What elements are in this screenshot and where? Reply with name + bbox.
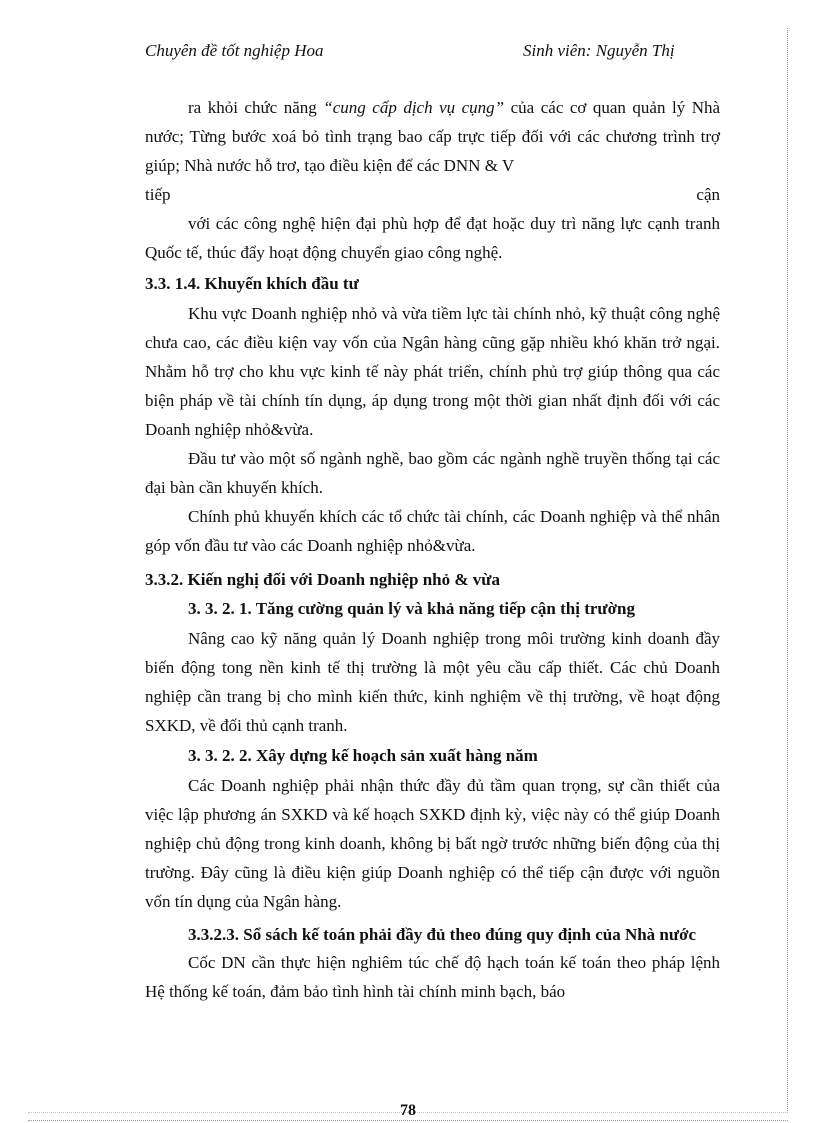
paragraph-6: Nâng cao kỹ năng quản lý Doanh nghiệp trong môi trường kinh doanh đầy biến động tong nền kinh tế thị trường là một yêu cầu cấp thiết. Các chủ Doanh nghiệp cần trang bị cho mình kiến thức, kinh nghiệm về thị trường, về hoạt động SXKD, về đối thủ cạnh tranh.	[145, 629, 720, 735]
paragraph-1-spread-line	[145, 180, 720, 209]
paragraph-3: Khu vực Doanh nghiệp nhỏ và vừa tiềm lực tài chính nhỏ, kỹ thuật công nghệ chưa cao, các điều kiện vay vốn của Ngân hàng cũng gặp nhiều khó khăn trở ngại. Nhằm hỗ trợ cho khu vực kinh tế này phát triển, chính phủ trợ giúp thông qua các biện pháp về tài chính tín dụng, áp dụng trong một thời gian nhất định đối với các Doanh nghiệp nhỏ&vừa.	[145, 304, 720, 439]
section-heading-3-3-2-1: 3. 3. 2. 1. Tăng cường quản lý và khả năng tiếp cận thị trường	[188, 599, 636, 618]
paragraph-8: Cốc DN cần thực hiện nghiêm túc chế độ hạch toán kế toán theo pháp lệnh Hệ thống kế toán, đảm bảo tình hình tài chính minh bạch, báo	[145, 953, 720, 1001]
paragraph-2: với các công nghệ hiện đại phù hợp để đạt hoặc duy trì năng lực cạnh tranh Quốc tế, thúc đẩy hoạt động chuyển giao công nghệ.	[145, 214, 720, 262]
page-number: 78	[400, 1102, 416, 1119]
document-body	[145, 93, 720, 1006]
paragraph-1-text-a: ra khỏi chức năng	[188, 98, 324, 117]
paragraph-1	[145, 93, 720, 180]
header-right: Sinh viên: Nguyễn Thị	[523, 41, 675, 60]
page-header	[145, 40, 705, 84]
section-heading-3-3-1-4: 3.3. 1.4. Khuyến khích đầu tư	[145, 274, 359, 293]
section-heading-3-3-2-3: 3.3.2.3. Sổ sách kế toán phải đầy đủ theo đúng quy định của Nhà nước	[188, 925, 697, 944]
paragraph-4: Đầu tư vào một số ngành nghề, bao gồm các ngành nghề truyền thống tại các đại bàn cần khuyến khích.	[145, 449, 720, 497]
paragraph-5: Chính phủ khuyến khích các tổ chức tài chính, các Doanh nghiệp và thể nhân góp vốn đầu tư vào các Doanh nghiệp nhỏ&vừa.	[145, 507, 720, 555]
paragraph-1-word-left: tiếp	[145, 185, 171, 204]
section-heading-3-3-2-2: 3. 3. 2. 2. Xây dựng kế hoạch sản xuất hàng năm	[188, 746, 538, 765]
paragraph-7: Các Doanh nghiệp phải nhận thức đầy đủ tầm quan trọng, sự cần thiết của việc lập phương án SXKD và kế hoạch SXKD định kỳ, việc này có thể giúp Doanh nghiệp chủ động trong kinh doanh, không bị bất ngờ trước những biến động của thị trường. Đây cũng là điều kiện giúp Doanh nghiệp có thể tiếp cận được với nguồn vốn tín dụng của Ngân hàng.	[145, 776, 720, 911]
paragraph-1-word-right: cận	[696, 185, 720, 204]
section-heading-3-3-2: 3.3.2. Kiến nghị đối với Doanh nghiệp nhỏ & vừa	[145, 570, 500, 589]
paragraph-1-quote: “cung cấp dịch vụ cụng”	[323, 98, 505, 117]
header-left: Chuyên đề tốt nghiệp Hoa	[145, 41, 324, 60]
page-border-bottom	[28, 1120, 788, 1121]
page-border-right	[787, 28, 788, 1113]
paragraph-1-text-c: của các cơ quan quản lý Nhà nước; Từng bước xoá bỏ tình trạng bao cấp trực tiếp đối với các chương trình trợ giúp; Nhà nước hỗ trơ, tạo điều kiện để các DNN & V	[145, 98, 721, 175]
